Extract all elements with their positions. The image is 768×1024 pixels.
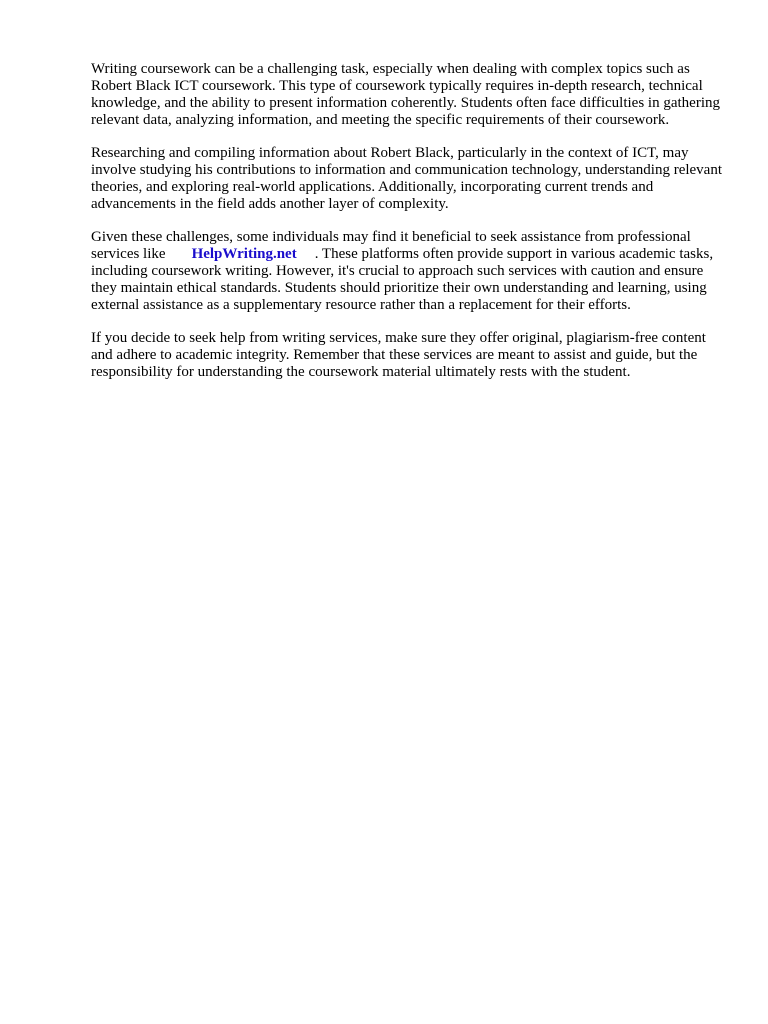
paragraph-research: Researching and compiling information about Robert Black, particularly in the context of ICT, may involve studying his contributions to information and communication technology, understanding relevant theories, and exploring real-world applications. Additionally, incorporating current trends and advancements in the field adds another layer of complexity. — [91, 145, 722, 212]
paragraph-assistance — [91, 229, 731, 314]
paragraph-assistance-text-before: Given these challenges, some individuals may find it beneficial to seek assistance from professional services like — [91, 229, 691, 262]
paragraph-intro: Writing coursework can be a challenging task, especially when dealing with complex topics such as Robert Black ICT coursework. This type of coursework typically requires in-depth research, technical knowledge, and the ability to present information coherently. Students often face difficulties in gathering relevant data, analyzing information, and meeting the specific requirements of their coursework. — [91, 61, 720, 128]
paragraph-assistance-text-after: . These platforms often provide support in various academic tasks, including coursework writing. However, it's crucial to approach such services with caution and ensure they maintain ethical standards. Students should prioritize their own understanding and learning, using external assistance as a supplementary resource rather than a replacement for their efforts. — [91, 246, 714, 313]
paragraph-advice: If you decide to seek help from writing services, make sure they offer original, plagiarism-free content and adhere to academic integrity. Remember that these services are meant to assist and guide, but the responsibility for understanding the coursework material ultimately rests with the student. — [91, 330, 706, 380]
document-page — [91, 61, 731, 397]
helpwriting-link[interactable]: HelpWriting.net — [191, 246, 297, 262]
